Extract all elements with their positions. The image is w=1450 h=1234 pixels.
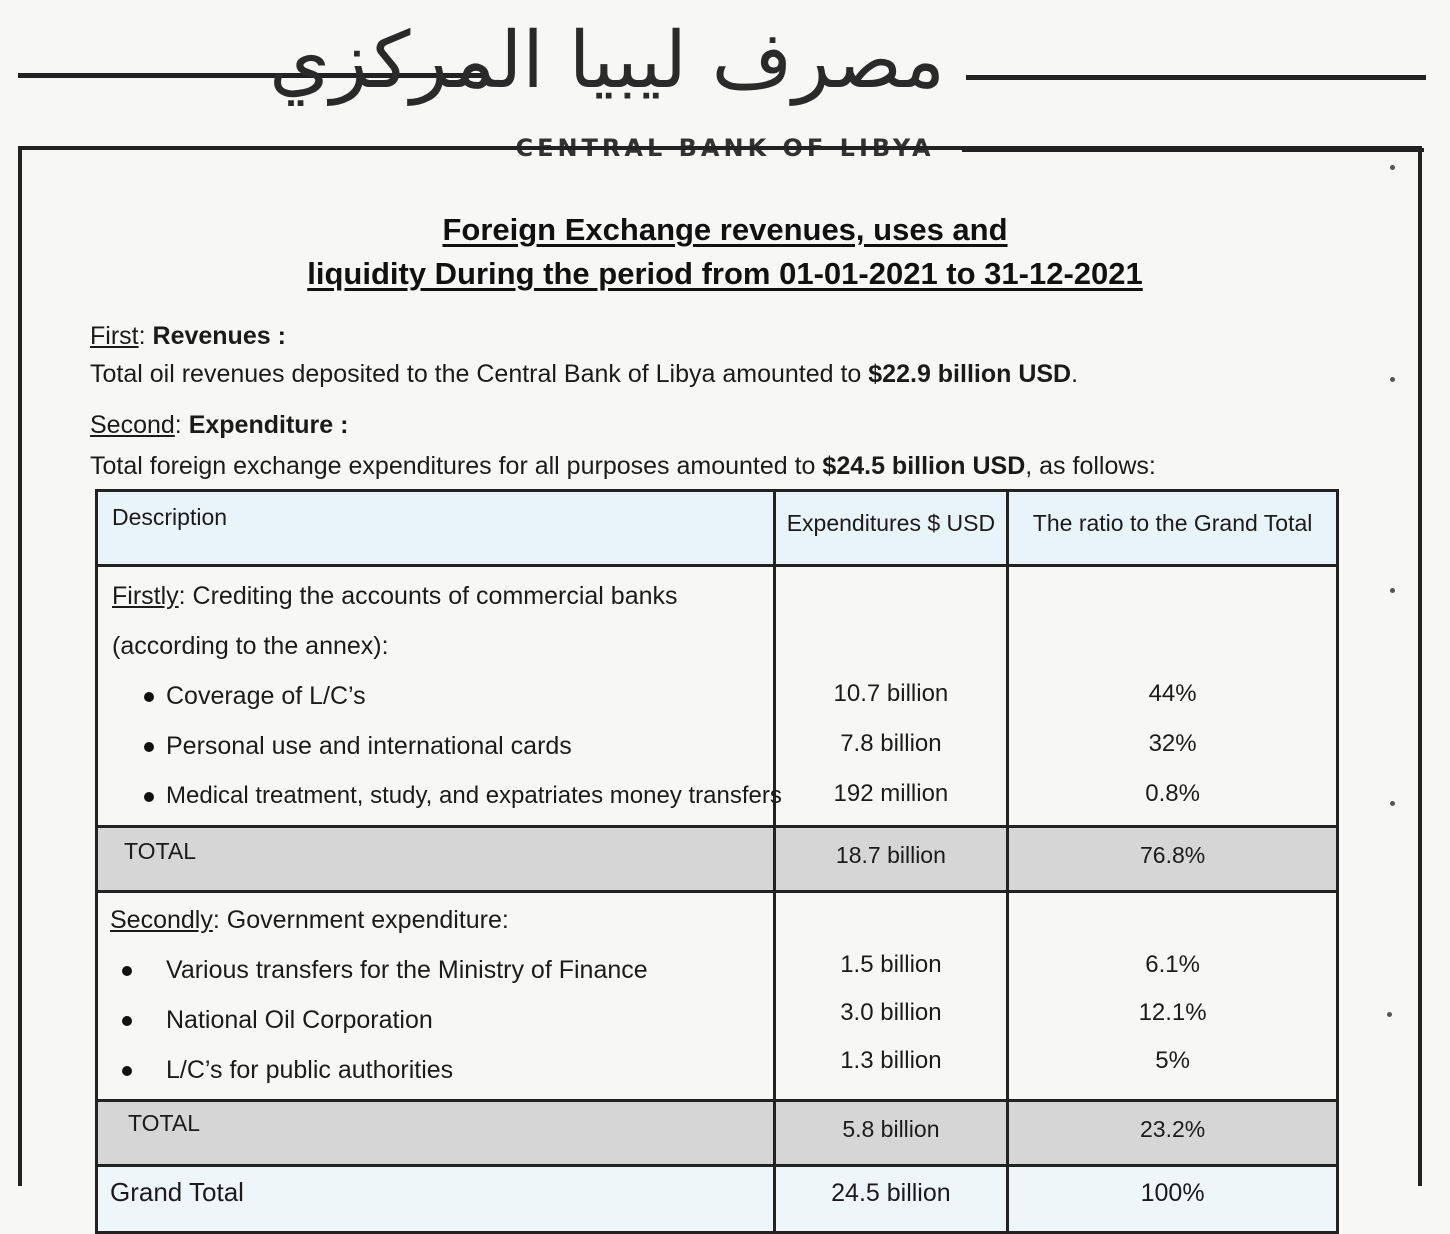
total-ratio: 23.2%: [1008, 1101, 1338, 1166]
revenues-heading: First: Revenues :: [90, 322, 286, 350]
firstly-section-row: [97, 566, 1338, 827]
secondly-amounts-cell: [774, 892, 1008, 1101]
firstly-ratios-cell: [1008, 566, 1338, 827]
total-label: TOTAL: [97, 827, 775, 892]
bullet-icon: [122, 1066, 132, 1076]
list-item: National Oil Corporation: [110, 995, 761, 1045]
bullet-icon: [122, 1016, 132, 1026]
total-ratio: 76.8%: [1008, 827, 1338, 892]
total-amount: 5.8 billion: [774, 1101, 1008, 1166]
grand-total-row: [97, 1166, 1338, 1233]
ratio-value: 0.8%: [1145, 780, 1200, 807]
bullet-icon: [144, 742, 154, 752]
secondly-description-cell: [97, 892, 775, 1101]
expenditure-heading: Second: Expenditure :: [90, 411, 349, 439]
expenditure-text: Total foreign exchange expenditures for all purposes amounted to $24.5 billion USD, as follows:: [90, 452, 1156, 480]
table-header-row: [97, 491, 1338, 566]
total-amount: 18.7 billion: [774, 827, 1008, 892]
bullet-icon: [144, 792, 154, 802]
ratio-value: 5%: [1155, 1047, 1190, 1074]
header-description: Description: [97, 491, 775, 566]
list-item: Medical treatment, study, and expatriates money transfers: [112, 771, 761, 821]
list-item: Coverage of L/C’s: [112, 671, 761, 721]
amount-value: 7.8 billion: [840, 730, 942, 757]
bank-logo-arabic: مصرف ليبيا المركزي: [269, 16, 945, 106]
grand-total-amount: 24.5 billion: [774, 1166, 1008, 1233]
document-title-line1: Foreign Exchange revenues, uses and: [442, 212, 1008, 247]
total-label: TOTAL: [97, 1101, 775, 1166]
amount-value: 1.3 billion: [840, 1047, 942, 1074]
grand-total-label: Grand Total: [97, 1166, 775, 1233]
scan-speck: [1387, 1012, 1392, 1017]
amount-value: 10.7 billion: [833, 680, 949, 707]
list-item: Personal use and international cards: [112, 721, 761, 771]
revenues-text: Total oil revenues deposited to the Central Bank of Libya amounted to $22.9 billion USD.: [90, 360, 1079, 388]
secondly-title: Secondly: Government expenditure:: [110, 906, 509, 934]
ratio-value: 32%: [1148, 730, 1197, 757]
header-rule-right-top: [966, 75, 1426, 80]
amount-value: 3.0 billion: [840, 999, 942, 1026]
ratio-value: 44%: [1148, 680, 1197, 707]
secondly-ratios-cell: [1008, 892, 1338, 1101]
scan-speck: [1390, 165, 1395, 170]
list-item: Various transfers for the Ministry of Finance: [110, 945, 761, 995]
ratio-value: 12.1%: [1138, 999, 1207, 1026]
document-title-line2: liquidity During the period from 01-01-2021 to 31-12-2021: [307, 256, 1143, 291]
header-expenditures: Expenditures $ USD: [774, 491, 1008, 566]
secondly-total-row: [97, 1101, 1338, 1166]
scan-speck: [1390, 377, 1395, 382]
firstly-title: Firstly: Crediting the accounts of commercial banks: [112, 582, 678, 610]
firstly-title-line2: (according to the annex):: [112, 632, 389, 660]
scan-speck: [1390, 801, 1395, 806]
amount-value: 192 million: [833, 780, 949, 807]
ratio-value: 6.1%: [1145, 951, 1200, 978]
firstly-description-cell: [97, 566, 782, 827]
expenditure-table: [95, 489, 1339, 1234]
bank-logo-english: CENTRAL BANK OF LIBYA: [515, 134, 935, 162]
amount-value: 1.5 billion: [840, 951, 942, 978]
scan-speck: [1390, 588, 1395, 593]
bullet-icon: [122, 966, 132, 976]
firstly-total-row: [97, 827, 1338, 892]
grand-total-ratio: 100%: [1008, 1166, 1338, 1233]
list-item: L/C’s for public authorities: [110, 1045, 761, 1095]
bullet-icon: [144, 692, 154, 702]
firstly-amounts-cell: [774, 566, 1008, 827]
header-ratio: The ratio to the Grand Total: [1008, 491, 1338, 566]
secondly-section-row: [97, 892, 1338, 1101]
